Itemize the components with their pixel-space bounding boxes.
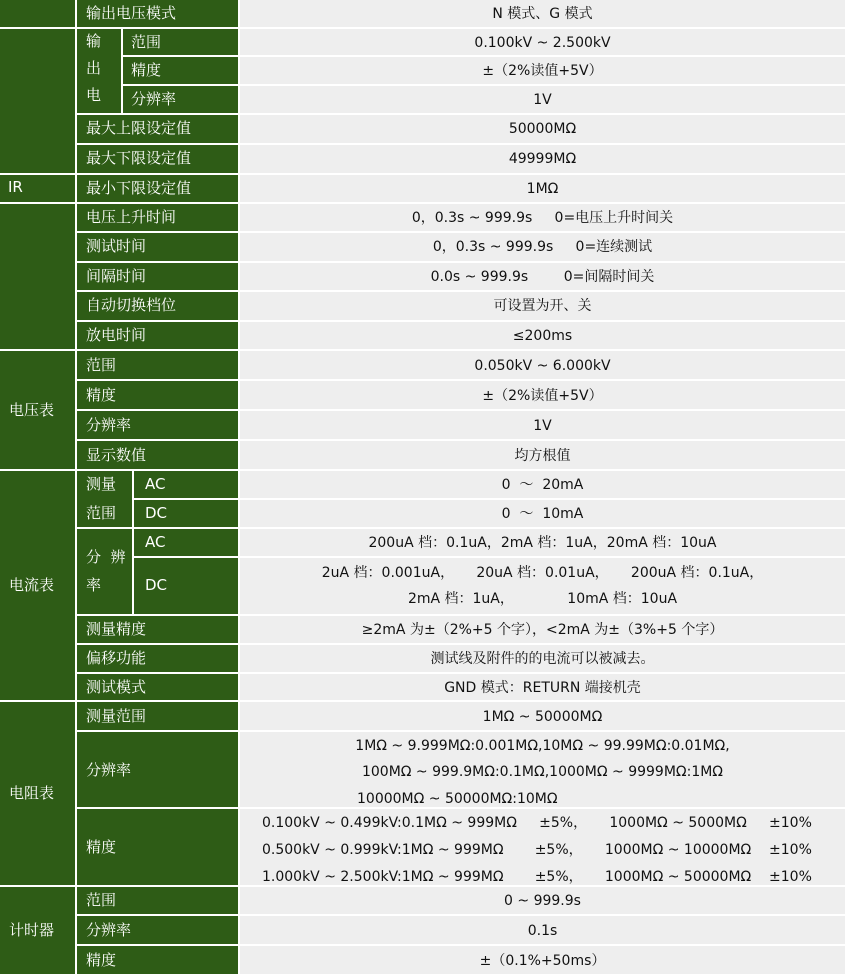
label-cell [77, 529, 132, 614]
section-label-ammeter: 电流表 [9, 576, 55, 594]
label-output-char: 出 [86, 59, 102, 77]
value-max-lower: 49999MΩ [508, 151, 577, 167]
value-amm-accuracy: ≥2mA 为±（2%+5 个字），<2mA 为±（3%+5 个字） [361, 622, 724, 638]
label-timer-range: 范围 [86, 891, 117, 909]
label-amm-range-2: 范围 [86, 504, 117, 522]
label-timer-accuracy: 精度 [86, 951, 117, 969]
label-amm-range-1: 测量 [86, 475, 117, 493]
label-ohm-accuracy: 精度 [86, 838, 117, 856]
value-amm-res-ac: 200uA 档：0.1uA，2mA 档：1uA，20mA 档：10uA [368, 535, 717, 551]
value-min-lower: 1MΩ [526, 181, 559, 197]
value-ohm-range: 1MΩ ~ 50000MΩ [482, 709, 603, 725]
label-ohm-resolution: 分辨率 [86, 761, 132, 779]
value-amm-offset: 测试线及附件的的电流可以被减去。 [430, 651, 655, 667]
value-test-time: 0，0.3s ~ 999.9s 0=连续测试 [432, 239, 653, 255]
label-ir-accuracy: 精度 [131, 61, 162, 79]
label-rise-time: 电压上升时间 [86, 208, 177, 226]
value-output-mode: N 模式、G 模式 [492, 6, 593, 22]
label-volt-accuracy: 精度 [86, 386, 117, 404]
label-amm-res-ac: AC [145, 533, 166, 551]
value-ohm-resolution-line: 1MΩ ~ 9.999MΩ:0.001MΩ,10MΩ ~ 99.99MΩ:0.01MΩ, [355, 738, 730, 754]
value-ir-range: 0.100kV ~ 2.500kV [474, 35, 611, 51]
value-amm-range-ac: 0 ～ 20mA [501, 477, 584, 493]
label-amm-range-dc: DC [145, 504, 168, 522]
section-label-ir: IR [8, 178, 23, 196]
value-discharge: ≤200ms [512, 328, 573, 344]
section-label-voltmeter: 电压表 [9, 401, 55, 419]
value-rise-time: 0，0.3s ~ 999.9s 0=电压上升时间关 [411, 210, 674, 226]
value-amm-mode: GND 模式：RETURN 端接机壳 [444, 680, 641, 696]
label-amm-mode: 测试模式 [86, 678, 147, 696]
label-amm-offset: 偏移功能 [86, 649, 147, 667]
value-ohm-accuracy-line: 0.500kV ~ 0.999kV:1MΩ ~ 999MΩ ±5%， 1000MΩ ~ 10000MΩ ±10% [262, 842, 812, 858]
label-max-upper: 最大上限设定值 [86, 119, 192, 137]
value-ohm-accuracy-line: 0.100kV ~ 0.499kV:0.1MΩ ~ 999MΩ ±5%， 1000MΩ ~ 5000MΩ ±10% [262, 815, 812, 831]
label-timer-resolution: 分辨率 [86, 921, 132, 939]
section-label-timer: 计时器 [9, 921, 55, 939]
value-volt-range: 0.050kV ~ 6.000kV [474, 358, 611, 374]
section-label-ohmmeter: 电阻表 [9, 784, 55, 802]
section-cell [0, 0, 75, 27]
label-discharge: 放电时间 [86, 326, 147, 344]
label-min-lower: 最小下限设定值 [86, 179, 192, 197]
value-max-upper: 50000MΩ [508, 121, 577, 137]
value-ohm-resolution-line: 100MΩ ~ 999.9MΩ:0.1MΩ,1000MΩ ~ 9999MΩ:1MΩ [361, 764, 724, 780]
section-cell [0, 204, 75, 349]
label-amm-range-ac: AC [145, 475, 166, 493]
value-amm-res-dc-line1: 2uA 档：0.001uA， 20uA 档：0.01uA， 200uA 档：0.1uA， [321, 565, 764, 581]
value-ohm-resolution-line: 10000MΩ ~ 50000MΩ:10MΩ [357, 791, 558, 807]
section-cell [0, 29, 75, 173]
label-auto-range: 自动切换档位 [86, 296, 177, 314]
label-amm-res-2: 率 [86, 576, 102, 594]
value-auto-range: 可设置为开、关 [493, 298, 592, 314]
value-ir-accuracy: ±（2%读值+5V） [482, 63, 603, 79]
label-output-char: 电 [86, 86, 102, 104]
value-volt-display: 均方根值 [514, 448, 571, 464]
value-amm-res-dc-line2: 2mA 档：1uA， 10mA 档：10uA [407, 591, 678, 607]
label-test-time: 测试时间 [86, 237, 147, 255]
value-timer-accuracy: ±（0.1%+50ms） [479, 953, 606, 969]
label-amm-res-dc: DC [145, 576, 168, 594]
value-volt-resolution: 1V [533, 418, 552, 434]
value-interval: 0.0s ~ 999.9s 0=间隔时间关 [430, 269, 655, 285]
label-ohm-range: 测量范围 [86, 707, 147, 725]
label-amm-res-1: 分 辨 [86, 548, 126, 566]
label-volt-range: 范围 [86, 356, 117, 374]
label-interval: 间隔时间 [86, 267, 147, 285]
label-output-mode: 输出电压模式 [86, 4, 177, 22]
value-volt-accuracy: ±（2%读值+5V） [482, 388, 603, 404]
label-volt-display: 显示数值 [86, 446, 147, 464]
value-amm-range-dc: 0 ～ 10mA [501, 506, 584, 522]
label-amm-accuracy: 测量精度 [86, 620, 147, 638]
value-timer-range: 0 ~ 999.9s [504, 893, 581, 909]
value-ir-resolution: 1V [533, 92, 552, 108]
label-output-char: 输 [86, 32, 102, 50]
value-ohm-accuracy-line: 1.000kV ~ 2.500kV:1MΩ ~ 999MΩ ±5%， 1000MΩ ~ 50000MΩ ±10% [262, 869, 812, 885]
label-ir-resolution: 分辨率 [131, 90, 177, 108]
label-max-lower: 最大下限设定值 [86, 149, 192, 167]
value-timer-resolution: 0.1s [527, 923, 558, 939]
label-volt-resolution: 分辨率 [86, 416, 132, 434]
label-ir-range: 范围 [131, 33, 162, 51]
